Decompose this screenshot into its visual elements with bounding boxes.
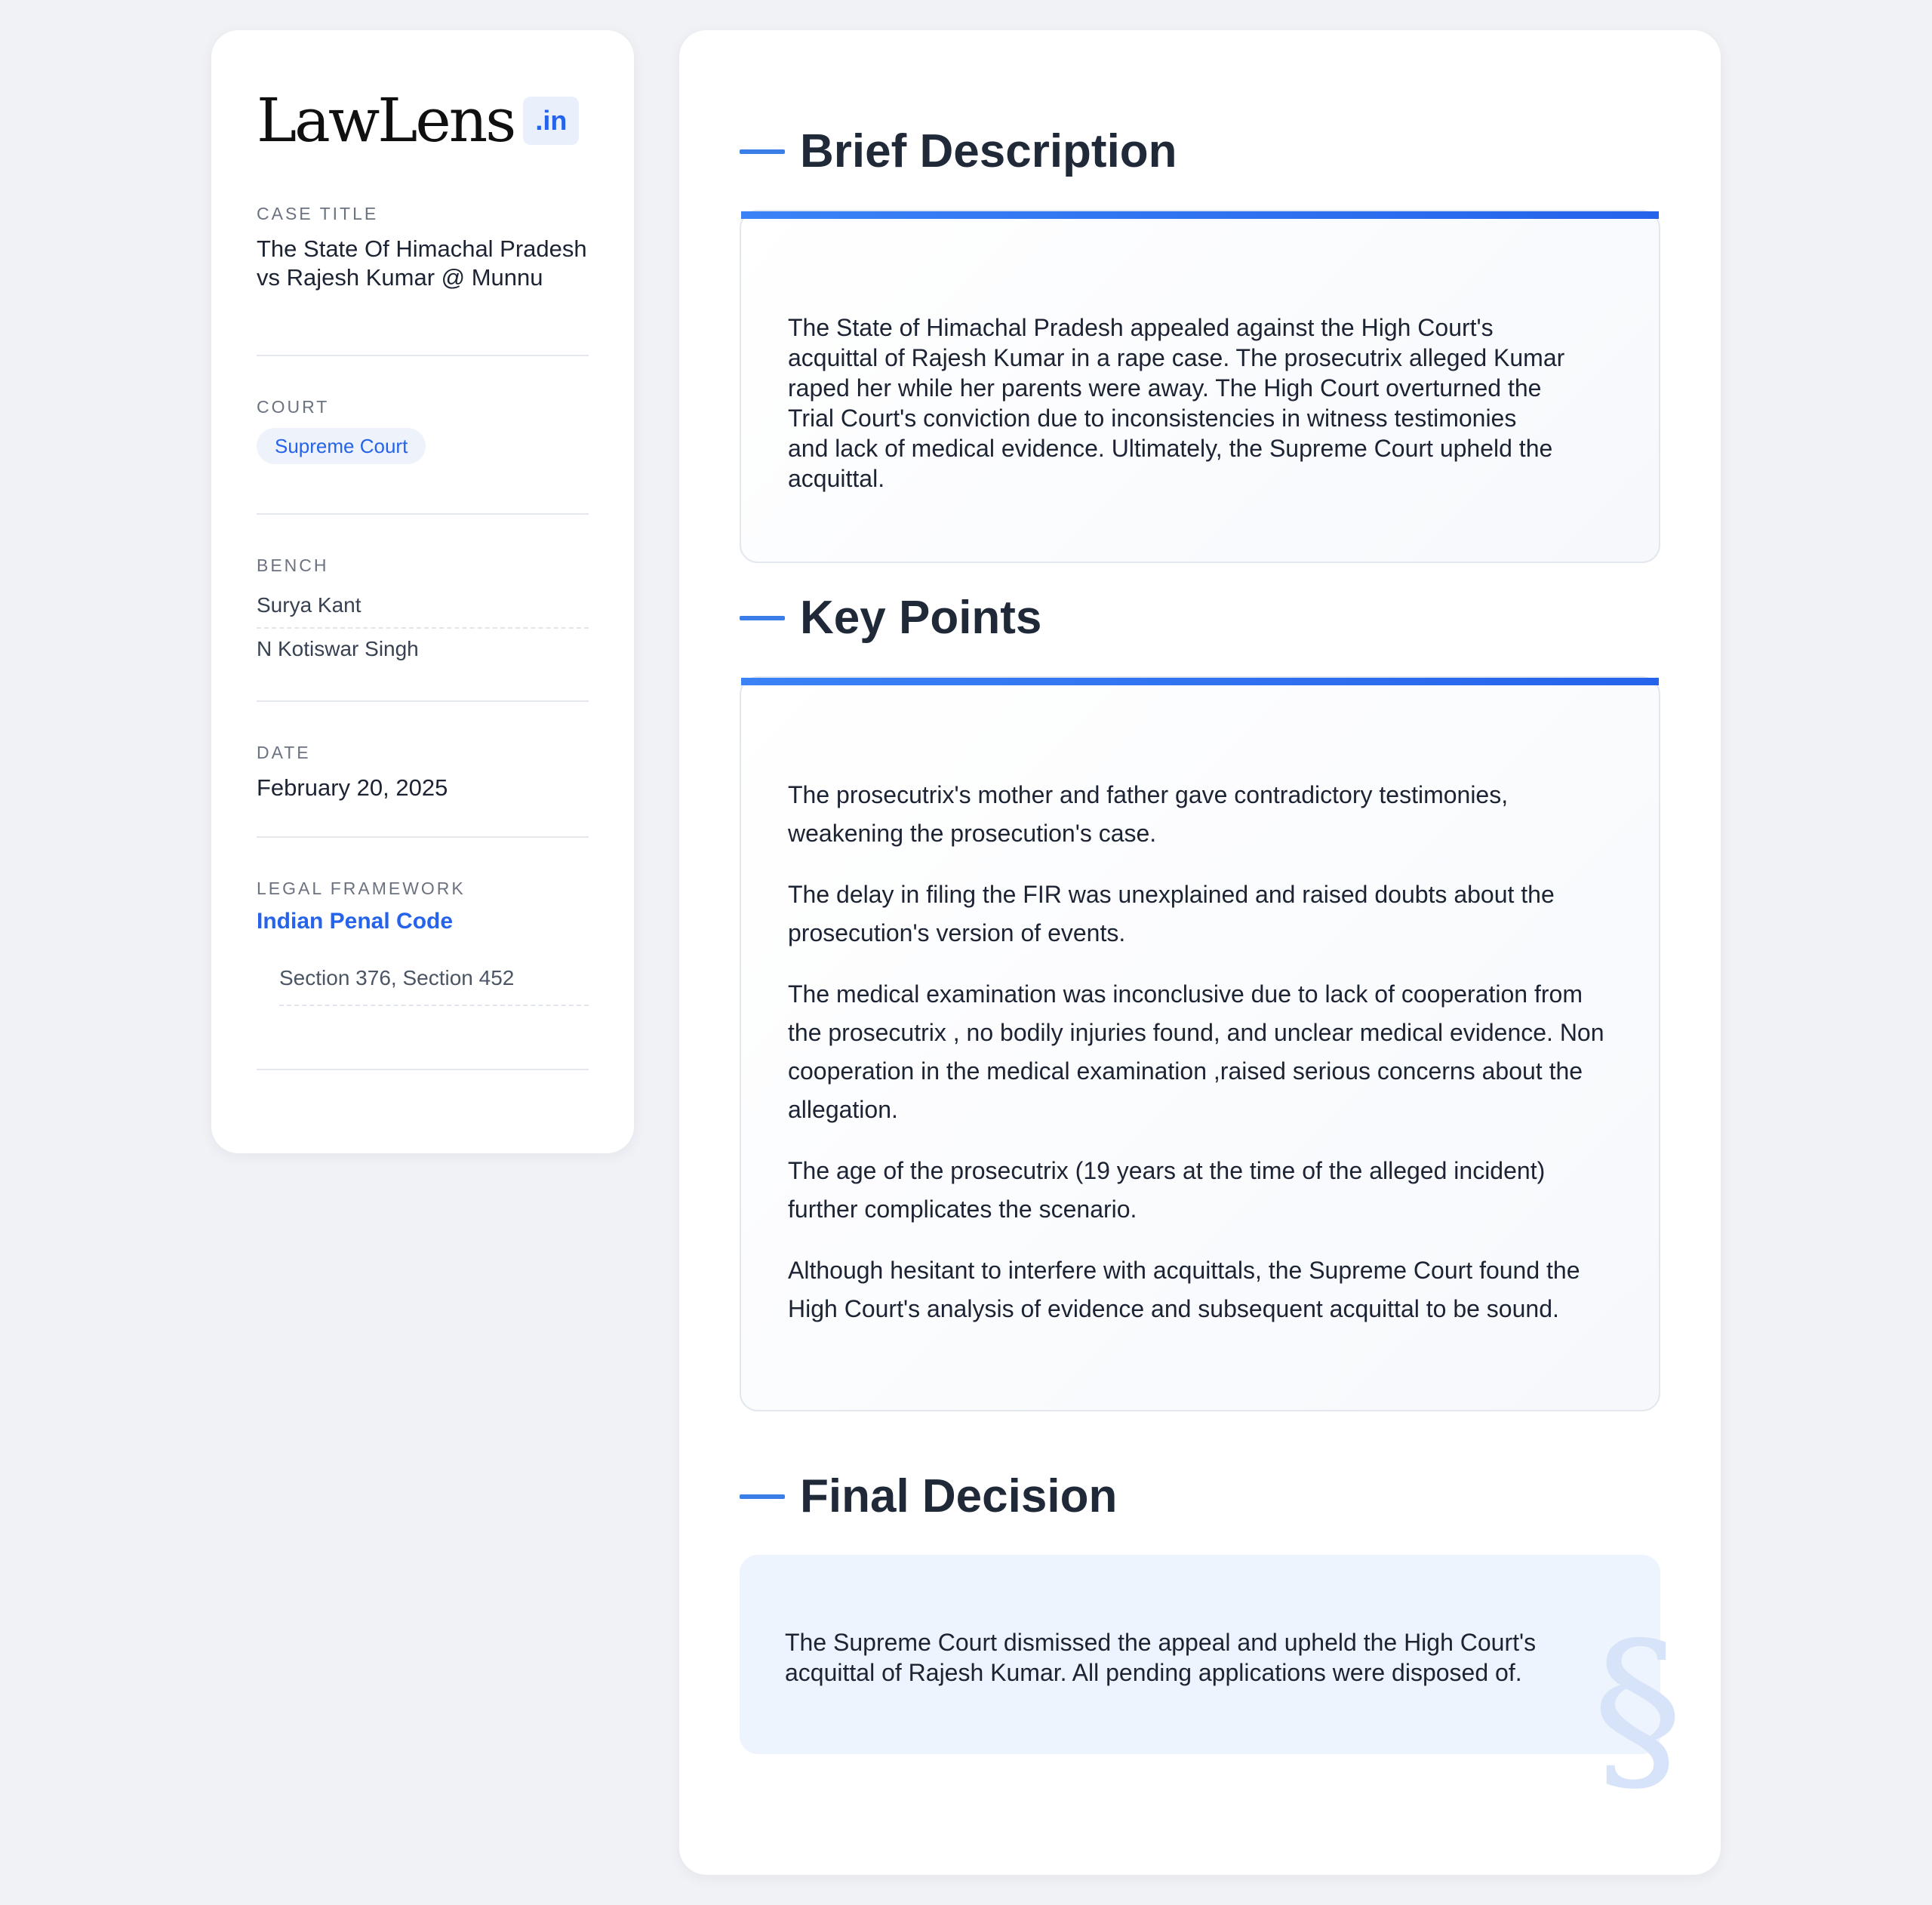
case-date: February 20, 2025 xyxy=(257,774,448,801)
legal-framework-label: LEGAL FRAMEWORK xyxy=(257,879,466,898)
final-decision-title: Final Decision xyxy=(800,1470,1118,1522)
court-section xyxy=(257,399,589,464)
brief-description-text xyxy=(788,312,1612,494)
case-summary-panel xyxy=(679,30,1721,1875)
key-point-item: The medical examination was inconclusive due to lack of cooperation from the prosecutrix , no bodily injuries found, and unclear medical evidence. Non cooperation in the medical examination ,raised serious concerns about the allegation. xyxy=(788,980,1604,1123)
date-section xyxy=(257,744,589,802)
key-point-item: The prosecutrix's mother and father gave contradictory testimonies, weakening the prosecution's case. xyxy=(788,781,1509,847)
heading-accent-dash xyxy=(740,149,785,154)
decision-line: The Supreme Court dismissed the appeal and upheld the High Court's xyxy=(785,1629,1537,1656)
key-points-heading xyxy=(740,592,1042,644)
brand-logo[interactable] xyxy=(257,83,579,158)
key-points-title: Key Points xyxy=(800,592,1042,644)
final-decision-card xyxy=(740,1555,1683,1814)
key-point-item: The delay in filing the FIR was unexplained and raised doubts about the prosecution's version of events. xyxy=(788,881,1555,946)
court-badge: Supreme Court xyxy=(257,428,426,464)
case-title: The State Of Himachal Pradesh vs Rajesh Kumar @ Munnu xyxy=(257,235,587,291)
divider xyxy=(257,355,589,356)
key-point-item: Although hesitant to interfere with acquittals, the Supreme Court found the High Court's analysis of evidence and subsequent acquittal to be sound. xyxy=(788,1257,1580,1322)
heading-accent-dash xyxy=(740,616,785,620)
case-title-label: CASE TITLE xyxy=(257,204,379,223)
section-mark-icon: § xyxy=(1592,1603,1683,1814)
legal-framework-section xyxy=(257,880,589,1006)
bench-list xyxy=(257,585,589,669)
brief-description-heading xyxy=(740,125,1177,177)
heading-accent-dash xyxy=(740,1494,785,1499)
bench-judge: Surya Kant xyxy=(257,585,589,629)
brief-line: acquittal. xyxy=(788,465,885,492)
key-points-card xyxy=(740,676,1660,1411)
divider xyxy=(257,836,589,838)
brand-name: LawLens xyxy=(257,85,515,155)
divider xyxy=(257,700,589,702)
legal-framework-link[interactable]: Indian Penal Code xyxy=(257,909,454,934)
bench-judge: N Kotiswar Singh xyxy=(257,637,419,660)
key-points-list xyxy=(788,776,1612,1328)
brief-line: and lack of medical evidence. Ultimately, the Supreme Court upheld the xyxy=(788,435,1553,462)
bench-section xyxy=(257,557,589,669)
court-label: COURT xyxy=(257,397,330,417)
brief-description-card xyxy=(740,210,1660,563)
brief-line: The State of Himachal Pradesh appealed against the High Court's xyxy=(788,314,1494,341)
case-title-section xyxy=(257,205,589,292)
final-decision-heading xyxy=(740,1470,1118,1522)
brief-description-title: Brief Description xyxy=(800,125,1177,177)
key-point-item: The age of the prosecutrix (19 years at the time of the alleged incident) further complicates the scenario. xyxy=(788,1157,1546,1223)
brand-tld-badge: .in xyxy=(523,97,579,145)
brief-line: acquittal of Rajesh Kumar in a rape case. The prosecutrix alleged Kumar xyxy=(788,344,1565,371)
divider xyxy=(257,513,589,515)
case-sidebar xyxy=(211,30,634,1153)
brief-line: Trial Court's conviction due to inconsistencies in witness testimonies xyxy=(788,405,1517,432)
date-label: DATE xyxy=(257,743,311,762)
divider xyxy=(257,1069,589,1070)
brief-line: raped her while her parents were away. The High Court overturned the xyxy=(788,374,1542,402)
sections-item: Section 376, Section 452 xyxy=(279,965,589,1006)
decision-line: acquittal of Rajesh Kumar. All pending applications were disposed of. xyxy=(785,1659,1522,1686)
final-decision-text xyxy=(785,1627,1615,1688)
bench-label: BENCH xyxy=(257,555,329,575)
